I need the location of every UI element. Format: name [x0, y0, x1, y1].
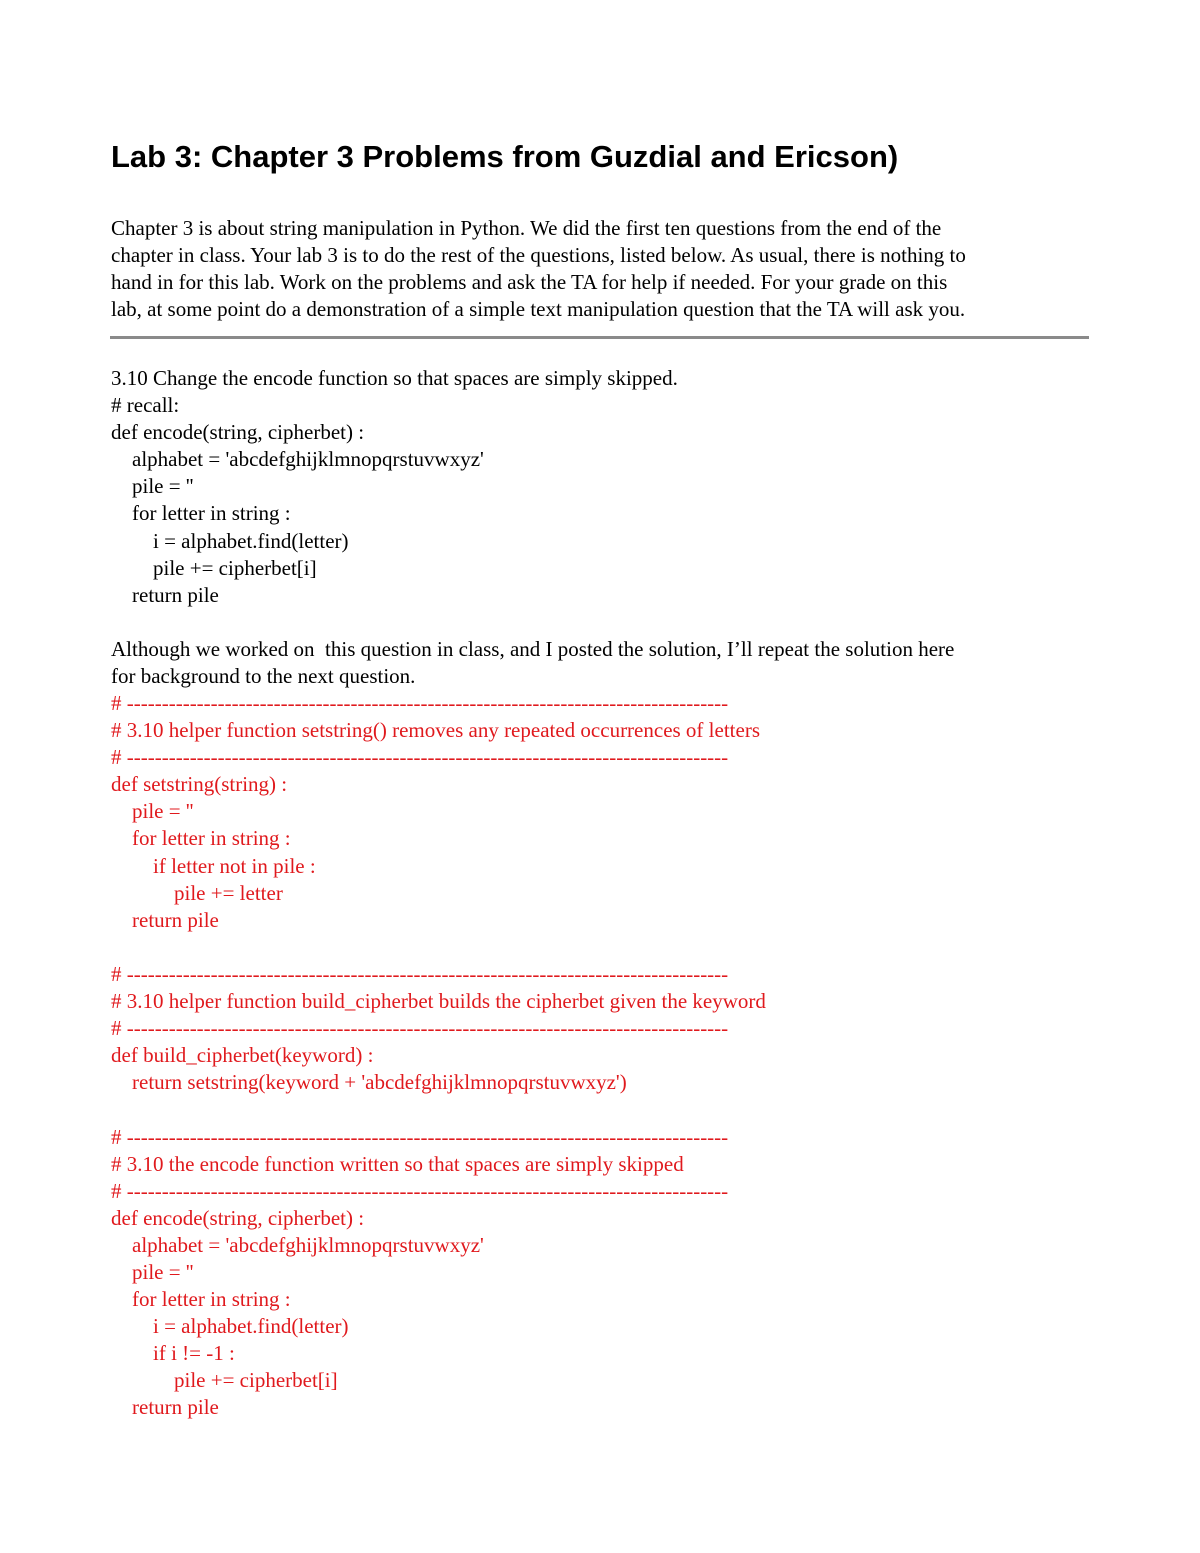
comment-line: # 3.10 helper function setstring() removes any repeated occurrences of letters — [111, 718, 760, 743]
code-line: i = alphabet.find(letter) — [111, 528, 349, 553]
code-line: pile += cipherbet[i] — [111, 555, 317, 580]
note-paragraph — [111, 636, 954, 690]
comment-divider: # -------------------------------------------------------------------------------------- — [111, 1178, 729, 1203]
code-line: for letter in string : — [111, 826, 291, 851]
code-line: def encode(string, cipherbet) : — [111, 1205, 365, 1230]
comment-divider: # -------------------------------------------------------------------------------------- — [111, 745, 729, 770]
document-title: Lab 3: Chapter 3 Problems from Guzdial and Ericson) — [111, 139, 899, 174]
code-line: for letter in string : — [111, 1287, 291, 1312]
horizontal-divider — [110, 336, 1089, 339]
code-line: pile = '' — [111, 1259, 194, 1284]
code-line: if i != -1 : — [111, 1341, 235, 1366]
blank-line — [111, 1096, 766, 1123]
code-line: def encode(string, cipherbet) : — [111, 420, 365, 445]
code-line: pile = '' — [111, 474, 194, 499]
comment-divider: # -------------------------------------------------------------------------------------- — [111, 1016, 729, 1041]
comment-divider: # -------------------------------------------------------------------------------------- — [111, 691, 729, 715]
code-line: pile += cipherbet[i] — [111, 1368, 338, 1393]
code-line: alphabet = 'abcdefghijklmnopqrstuvwxyz' — [111, 447, 484, 472]
code-line: def setstring(string) : — [111, 772, 288, 797]
comment-line: # 3.10 the encode function written so that spaces are simply skipped — [111, 1151, 684, 1176]
code-line: i = alphabet.find(letter) — [111, 1314, 349, 1339]
blank-line — [111, 934, 766, 961]
code-line: return setstring(keyword + 'abcdefghijklmnopqrstuvwxyz') — [111, 1070, 627, 1095]
comment-divider: # -------------------------------------------------------------------------------------- — [111, 961, 729, 986]
code-line: if letter not in pile : — [111, 853, 316, 878]
note-line: Although we worked on this question in class, and I posted the solution, I’ll repeat the solution here — [111, 637, 955, 661]
solution-code-block — [111, 690, 766, 1422]
intro-line: chapter in class. Your lab 3 is to do the rest of the questions, listed below. As usual, there is nothing to — [111, 243, 966, 267]
intro-line: lab, at some point do a demonstration of a simple text manipulation question that the TA will ask you. — [111, 297, 966, 321]
comment-line: # 3.10 helper function build_cipherbet builds the cipherbet given the keyword — [111, 989, 766, 1014]
code-line: return pile — [111, 582, 219, 607]
intro-line: hand in for this lab. Work on the problems and ask the TA for help if needed. For your grade on this — [111, 270, 948, 294]
question-line: 3.10 Change the encode function so that spaces are simply skipped. — [111, 366, 678, 390]
code-line: # recall: — [111, 393, 180, 418]
intro-paragraph — [111, 215, 1096, 323]
note-line: for background to the next question. — [111, 664, 416, 689]
code-line: alphabet = 'abcdefghijklmnopqrstuvwxyz' — [111, 1232, 484, 1257]
code-line: for letter in string : — [111, 501, 291, 526]
question-block — [111, 365, 678, 609]
intro-line: Chapter 3 is about string manipulation in Python. We did the first ten questions from the end of the — [111, 216, 942, 240]
comment-divider: # -------------------------------------------------------------------------------------- — [111, 1124, 729, 1149]
code-line: pile += letter — [111, 880, 283, 905]
code-line: pile = '' — [111, 799, 194, 824]
code-line: def build_cipherbet(keyword) : — [111, 1043, 374, 1068]
code-line: return pile — [111, 1395, 219, 1420]
code-line: return pile — [111, 907, 219, 932]
